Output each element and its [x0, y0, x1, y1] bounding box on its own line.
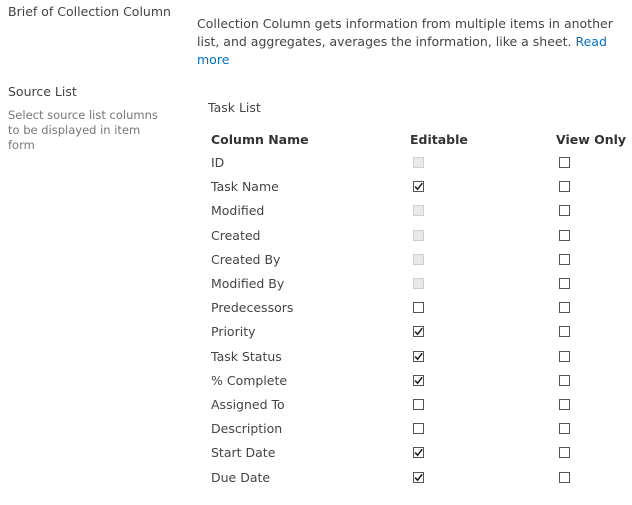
editable-checkbox[interactable]	[413, 326, 424, 337]
brief-description	[197, 15, 632, 69]
editable-checkbox	[413, 157, 424, 168]
editable-checkbox[interactable]	[413, 302, 424, 313]
editable-checkbox[interactable]	[413, 447, 424, 458]
row-label: Modified By	[211, 276, 285, 291]
row-label: Created By	[211, 252, 281, 267]
view-only-checkbox[interactable]	[559, 254, 570, 265]
brief-description-text: Collection Column gets information from multiple items in another list, and aggregates, averages the information, like a sheet.	[197, 16, 613, 49]
view-only-checkbox[interactable]	[559, 278, 570, 289]
editable-checkbox	[413, 278, 424, 289]
view-only-checkbox[interactable]	[559, 230, 570, 241]
view-only-checkbox[interactable]	[559, 351, 570, 362]
view-only-checkbox[interactable]	[559, 157, 570, 168]
editable-checkbox[interactable]	[413, 399, 424, 410]
view-only-checkbox[interactable]	[559, 399, 570, 410]
row-label: Predecessors	[211, 300, 294, 315]
row-label: % Complete	[211, 373, 288, 388]
editable-header: Editable	[410, 132, 468, 147]
view-only-checkbox[interactable]	[559, 375, 570, 386]
row-label: Priority	[211, 324, 256, 339]
editable-checkbox[interactable]	[413, 375, 424, 386]
row-label: Description	[211, 421, 283, 436]
column-name-header: Column Name	[211, 132, 309, 147]
view-only-header: View Only	[556, 132, 627, 147]
editable-checkbox	[413, 230, 424, 241]
source-list-title: Source List	[8, 84, 77, 99]
row-label: Task Name	[211, 179, 279, 194]
row-label: Created	[211, 228, 261, 243]
row-label: ID	[211, 155, 225, 170]
row-label: Start Date	[211, 445, 276, 460]
brief-section-title: Brief of Collection Column	[8, 4, 171, 19]
view-only-checkbox[interactable]	[559, 472, 570, 483]
view-only-checkbox[interactable]	[559, 205, 570, 216]
editable-checkbox	[413, 254, 424, 265]
editable-checkbox[interactable]	[413, 472, 424, 483]
editable-checkbox[interactable]	[413, 351, 424, 362]
view-only-checkbox[interactable]	[559, 447, 570, 458]
view-only-checkbox[interactable]	[559, 302, 570, 313]
row-label: Task Status	[211, 349, 282, 364]
source-list-hint: Select source list columns to be displayed in item form	[8, 108, 158, 152]
row-label: Modified	[211, 203, 265, 218]
view-only-checkbox[interactable]	[559, 423, 570, 434]
editable-checkbox[interactable]	[413, 423, 424, 434]
row-label: Due Date	[211, 470, 271, 485]
view-only-checkbox[interactable]	[559, 181, 570, 192]
read-more-link[interactable]: Read more	[197, 34, 607, 67]
list-name: Task List	[208, 100, 261, 115]
view-only-checkbox[interactable]	[559, 326, 570, 337]
editable-checkbox	[413, 205, 424, 216]
editable-checkbox[interactable]	[413, 181, 424, 192]
row-label: Assigned To	[211, 397, 285, 412]
